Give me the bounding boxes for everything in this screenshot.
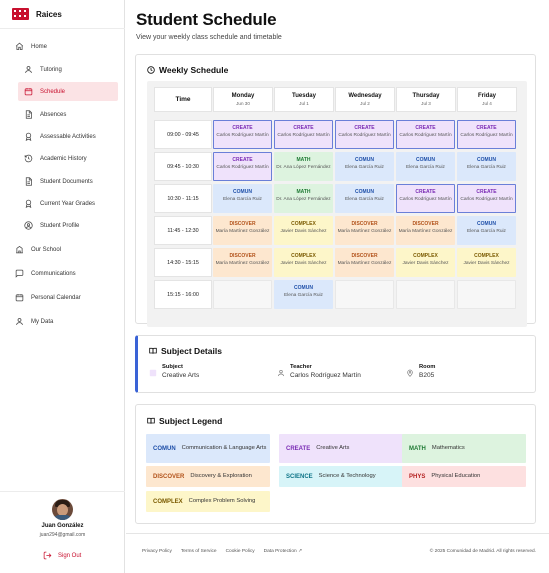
detail-teacher [277,364,361,379]
class-code: DISCOVER [412,221,439,227]
subject-details-card [135,335,536,393]
legend-name: Creative Arts [316,444,350,451]
class-teacher: María Martínez González [398,228,453,234]
class-block-create[interactable] [396,184,455,213]
sidebar-item-label: Student Documents [40,178,93,185]
legend-item-complex [146,491,270,512]
class-block-comun[interactable] [335,184,394,213]
history-icon [24,154,33,163]
class-code: CREATE [415,125,436,131]
class-block-comun[interactable] [335,152,394,181]
class-teacher: Carlos Rodríguez Martín [216,164,269,170]
class-block-create[interactable] [274,120,333,149]
sidebar-item-current-year-grades[interactable] [18,194,118,213]
user-email: juan294@gmail.com [39,532,86,538]
class-code: COMUN [477,221,496,227]
app-name: Raices [36,9,62,19]
class-teacher: Javier Davis Sánchez [402,260,449,266]
award-icon [24,132,33,141]
legend-item-create [279,434,403,463]
class-code: COMPLEX [474,253,499,259]
school-icon [15,245,24,254]
legend-name: Discovery & Exploration [190,472,252,479]
legend-item-comun [146,434,270,463]
legend-item-phys [402,466,526,487]
class-block-discover[interactable] [335,248,394,277]
class-block-comun[interactable] [213,184,272,213]
class-teacher: Carlos Rodríguez Martín [460,196,513,202]
time-header: Time [154,87,212,112]
class-block-comun[interactable] [457,216,516,245]
footer-link-terms-of-service[interactable]: Terms of Service [180,549,217,554]
award-icon [24,199,33,208]
sign-out-icon [43,551,52,560]
time-slot: 15:15 - 16:00 [154,280,212,309]
class-block-complex[interactable] [457,248,516,277]
class-teacher: María Martínez González [337,228,392,234]
sidebar-item-label: Student Profile [40,222,80,229]
class-teacher: Dr. Ana López Fernández [276,164,331,170]
class-block-discover[interactable] [213,216,272,245]
copyright: © 2025 Comunidad de Madrid. All rights reserved. [429,549,536,554]
class-teacher: Javier Davis Sánchez [463,260,510,266]
class-block-comun[interactable] [274,280,333,309]
legend-name: Physical Education [431,472,481,479]
main-content [126,0,549,573]
weekly-schedule-card [135,54,536,324]
day-date: Jul 3 [421,101,431,106]
book-icon [149,347,157,355]
legend-code: CREATE [286,445,311,452]
sidebar-item-our-school[interactable] [9,240,118,259]
class-code: DISCOVER [229,221,256,227]
time-slot: 14:30 - 15:15 [154,248,212,277]
page-title: Student Schedule [136,10,277,29]
time-slot: 09:00 - 09:45 [154,120,212,149]
class-teacher: Elena García Ruiz [467,228,506,234]
legend-item-math [402,434,526,463]
footer-link-cookie-policy[interactable]: Cookie Policy [225,549,255,554]
sidebar [0,0,125,573]
legend-item-science [279,466,403,487]
class-code: MATH [296,189,311,195]
schedule-grid [147,81,527,327]
legend-code: COMUN [153,445,176,452]
legend-name: Mathematics [431,444,465,451]
legend-name: Communication & Language Arts [181,444,267,451]
day-date: Jul 2 [360,101,370,106]
class-block-discover[interactable] [213,248,272,277]
class-block-create[interactable] [213,120,272,149]
sign-out-button[interactable] [43,551,81,560]
legend-name: Science & Technology [318,472,376,479]
footer-link-data-protection[interactable]: Data Protection ↗ [263,549,303,554]
class-code: DISCOVER [351,253,378,259]
class-code: DISCOVER [351,221,378,227]
sidebar-item-label: Assessable Activities [40,133,96,140]
teacher-label: Teacher [290,364,312,370]
class-block-complex[interactable] [274,216,333,245]
class-code: CREATE [476,125,497,131]
class-code: CREATE [354,125,375,131]
sidebar-item-schedule[interactable] [18,82,118,101]
class-block-create[interactable] [457,184,516,213]
class-code: COMUN [233,189,252,195]
time-slot: 11:45 - 12:30 [154,216,212,245]
day-header-tuesday [274,87,334,112]
class-teacher: Carlos Rodríguez Martín [338,132,391,138]
clock-icon [147,66,155,74]
day-name: Wednesday [348,93,382,99]
class-teacher: Elena García Ruiz [406,164,445,170]
sidebar-item-label: Home [31,43,48,50]
comunidad-madrid-logo [12,8,29,20]
class-code: CREATE [415,189,436,195]
class-teacher: Elena García Ruiz [345,196,384,202]
teacher-value: Carlos Rodríguez Martín [290,372,361,379]
document-icon [24,110,33,119]
class-block-create[interactable] [335,120,394,149]
sidebar-item-label: Absences [40,111,67,118]
empty-slot [396,280,455,309]
class-block-create[interactable] [396,120,455,149]
day-name: Friday [477,93,496,99]
legend-code: SCIENCE [286,473,313,480]
sidebar-item-student-documents[interactable] [18,172,118,191]
day-header-wednesday [335,87,395,112]
sidebar-item-absences[interactable] [18,105,118,124]
class-code: DISCOVER [229,253,256,259]
class-teacher: María Martínez González [215,228,270,234]
sidebar-item-academic-history[interactable] [18,149,118,168]
external-link-icon: ↗ [298,549,303,554]
class-teacher: Carlos Rodríguez Martín [399,132,452,138]
user-icon [24,65,33,74]
class-teacher: Carlos Rodríguez Martín [216,132,269,138]
class-block-comun[interactable] [457,152,516,181]
sidebar-item-label: Communications [31,270,76,277]
class-block-complex[interactable] [274,248,333,277]
sidebar-item-communications[interactable] [9,264,118,283]
sign-out-label: Sign Out [58,552,82,559]
legend-code: COMPLEX [153,498,183,505]
room-label: Room [419,364,436,370]
class-block-math[interactable] [274,152,333,181]
subject-value: Creative Arts [162,372,200,379]
class-code: COMUN [294,285,313,291]
user-icon [277,369,285,377]
class-code: COMUN [477,157,496,163]
weekly-schedule-title: Weekly Schedule [147,65,228,75]
empty-slot [335,280,394,309]
day-name: Tuesday [292,93,316,99]
class-block-discover[interactable] [335,216,394,245]
detail-subject [149,364,199,379]
class-block-complex[interactable] [396,248,455,277]
page-subtitle: View your weekly class schedule and timetable [136,34,282,41]
calendar-icon [24,87,33,96]
day-header-thursday [396,87,456,112]
class-teacher: Elena García Ruiz [284,292,323,298]
sidebar-item-label: Our School [31,246,62,253]
day-name: Thursday [412,93,440,99]
divider [126,533,549,534]
class-block-create[interactable] [213,152,272,181]
class-teacher: Carlos Rodríguez Martín [460,132,513,138]
sidebar-item-label: Schedule [40,88,66,95]
legend-code: MATH [409,445,426,452]
chat-icon [15,269,24,278]
legend-name: Complex Problem Solving [188,497,256,504]
class-code: CREATE [293,125,314,131]
day-date: Jul 1 [299,101,309,106]
sidebar-item-label: Personal Calendar [31,294,81,301]
class-block-math[interactable] [274,184,333,213]
sidebar-item-tutoring[interactable] [18,60,118,79]
footer-link-privacy-policy[interactable]: Privacy Policy [142,549,172,554]
class-teacher: María Martínez González [337,260,392,266]
user-name: Juan González [41,523,84,529]
class-block-discover[interactable] [396,216,455,245]
day-date: Jun 30 [236,101,250,106]
class-code: COMPLEX [291,221,316,227]
sidebar-item-label: Tutoring [40,66,62,73]
profile-icon [24,221,33,230]
divider [0,491,125,492]
day-name: Monday [231,93,255,99]
class-code: COMPLEX [291,253,316,259]
time-slot: 10:30 - 11:15 [154,184,212,213]
subject-legend-title: Subject Legend [147,416,222,426]
class-code: CREATE [232,125,253,131]
sidebar-item-my-data[interactable] [9,312,118,331]
sidebar-item-student-profile[interactable] [18,216,118,235]
class-code: COMUN [416,157,435,163]
footer-links [142,549,302,554]
class-code: CREATE [476,189,497,195]
empty-slot [457,280,516,309]
class-code: MATH [296,157,311,163]
home-icon [15,42,24,51]
divider [0,28,125,29]
class-teacher: Carlos Rodríguez Martín [399,196,452,202]
subject-color-swatch-icon [149,369,157,377]
document-icon [24,177,33,186]
class-teacher: Javier Davis Sánchez [280,260,327,266]
book-icon [147,417,155,425]
sidebar-item-personal-calendar[interactable] [9,288,118,307]
class-teacher: Carlos Rodríguez Martín [277,132,330,138]
class-teacher: Elena García Ruiz [223,196,262,202]
empty-slot [213,280,272,309]
class-teacher: Elena García Ruiz [467,164,506,170]
class-teacher: Elena García Ruiz [345,164,384,170]
day-date: Jul 4 [482,101,492,106]
room-value: B205 [419,372,435,379]
day-header-monday [213,87,273,112]
class-code: CREATE [232,157,253,163]
detail-room [406,364,435,379]
subject-legend-card [135,404,536,524]
class-teacher: Dr. Ana López Fernández [276,196,331,202]
legend-code: DISCOVER [153,473,185,480]
sidebar-item-assessable-activities[interactable] [18,127,118,146]
sidebar-item-label: Current Year Grades [40,200,96,207]
subject-label: Subject [162,364,183,370]
class-teacher: María Martínez González [215,260,270,266]
class-code: COMUN [355,189,374,195]
calendar-icon [15,293,24,302]
class-block-create[interactable] [457,120,516,149]
class-code: COMPLEX [413,253,438,259]
sidebar-item-label: My Data [31,318,54,325]
sidebar-item-label: Academic History [40,155,87,162]
brand[interactable] [12,8,62,20]
class-block-comun[interactable] [396,152,455,181]
user-icon [15,317,24,326]
subject-details-title: Subject Details [149,346,222,356]
avatar[interactable] [52,499,73,520]
time-slot: 09:45 - 10:30 [154,152,212,181]
legend-code: PHYS [409,473,426,480]
legend-item-discover [146,466,270,487]
location-pin-icon [406,369,414,377]
class-code: COMUN [355,157,374,163]
sidebar-item-home[interactable] [9,37,118,56]
day-header-friday [457,87,517,112]
class-teacher: Javier Davis Sánchez [280,228,327,234]
